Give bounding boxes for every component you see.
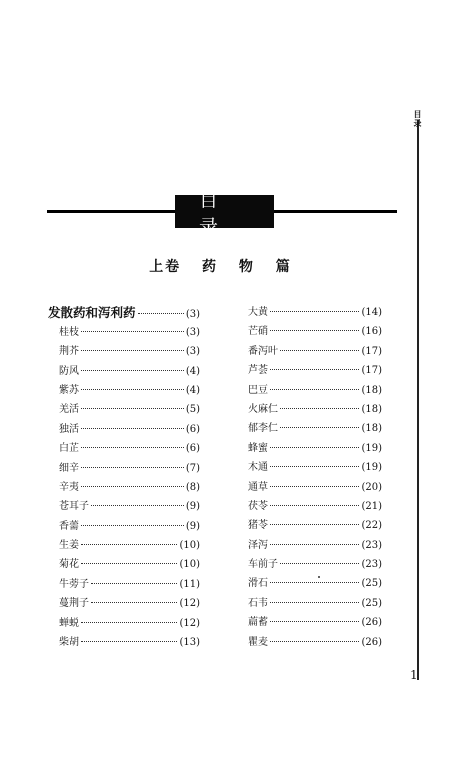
dot-leader <box>270 602 359 603</box>
dot-leader <box>270 544 359 545</box>
toc-entry[interactable] <box>248 419 382 438</box>
toc-entry[interactable] <box>248 574 382 593</box>
dot-leader <box>81 370 184 371</box>
dot-leader <box>81 350 184 351</box>
dot-leader <box>81 525 184 526</box>
dot-leader <box>81 389 184 390</box>
toc-entry-page: (22) <box>361 520 382 532</box>
toc-entry-label: 火麻仁 <box>248 403 278 415</box>
dot-leader <box>280 563 359 564</box>
toc-entry-label: 蔓荆子 <box>59 598 89 610</box>
toc-entry-page: (18) <box>361 423 382 435</box>
toc-entry[interactable] <box>248 400 382 419</box>
toc-entry-label: 茯苓 <box>248 500 268 512</box>
dot-leader <box>81 544 177 545</box>
toc-entry-label: 木通 <box>248 462 268 474</box>
toc-entry-page: (14) <box>361 307 382 318</box>
toc-entry[interactable] <box>48 478 200 497</box>
toc-entry-label: 柴胡 <box>59 637 79 649</box>
toc-entry-label: 郁李仁 <box>248 423 278 435</box>
running-head: 目录 <box>413 110 423 128</box>
toc-entry-page: (25) <box>361 578 382 590</box>
dot-leader <box>81 486 184 487</box>
toc-entry-page: (9) <box>185 520 200 532</box>
toc-entry[interactable] <box>48 342 200 361</box>
dot-leader <box>270 330 359 331</box>
toc-entry-page: (26) <box>361 636 382 648</box>
toc-entry[interactable] <box>48 575 200 594</box>
toc-entry[interactable] <box>248 594 382 613</box>
toc-entry-page: (9) <box>185 501 200 513</box>
toc-entry[interactable] <box>48 497 200 516</box>
toc-left-column <box>48 303 200 652</box>
toc-entry-label: 紫苏 <box>59 384 79 396</box>
toc-entry-page: (12) <box>179 617 200 629</box>
toc-entry-page: (8) <box>185 481 200 493</box>
toc-entry-label: 大黄 <box>248 307 268 318</box>
toc-entry-page: (17) <box>361 365 382 377</box>
side-vertical-rule <box>417 120 419 680</box>
toc-entry[interactable] <box>248 439 382 458</box>
dot-leader <box>270 582 359 583</box>
dot-leader <box>270 505 359 506</box>
toc-right-column <box>248 303 382 652</box>
dot-leader <box>81 563 177 564</box>
toc-entry-page: (5) <box>185 404 200 416</box>
toc-entry[interactable] <box>248 633 382 652</box>
toc-entry[interactable] <box>48 420 200 439</box>
dot-leader <box>91 505 184 506</box>
toc-entry-label: 香薷 <box>59 520 79 532</box>
title-rule-right <box>274 210 397 213</box>
toc-entry-label: 防风 <box>59 365 79 377</box>
dot-leader <box>280 427 359 428</box>
toc-entry-page: (4) <box>185 384 200 396</box>
toc-entry-label: 牛蒡子 <box>59 578 89 590</box>
toc-entry-page: (10) <box>179 559 200 571</box>
toc-entry-label: 车前子 <box>248 559 278 571</box>
toc-entry-page: (21) <box>361 500 382 512</box>
toc-entry[interactable] <box>248 516 382 535</box>
toc-entry-label: 羌活 <box>59 404 79 416</box>
dot-leader <box>270 621 359 622</box>
toc-entry[interactable] <box>48 517 200 536</box>
section-title: 上卷 药 物 篇 <box>149 259 292 275</box>
dot-leader <box>280 408 359 409</box>
toc-entry-label: 蝉蜕 <box>59 617 79 629</box>
title-rule-left <box>47 210 175 213</box>
toc-entry[interactable] <box>248 303 382 322</box>
toc-entry-label: 辛夷 <box>59 481 79 493</box>
toc-entry[interactable] <box>48 400 200 419</box>
toc-entry-page: (6) <box>185 423 200 435</box>
toc-entry-label: 瞿麦 <box>248 636 268 648</box>
toc-entry[interactable] <box>248 536 382 555</box>
toc-entry-label: 菊花 <box>59 559 79 571</box>
toc-entry-page: (18) <box>361 384 382 396</box>
toc-entry-label: 芦荟 <box>248 365 268 377</box>
toc-entry-page: (3) <box>185 346 200 358</box>
dot-leader <box>270 641 359 642</box>
toc-entry-page: (10) <box>179 540 200 552</box>
toc-entry-page: (7) <box>185 462 200 474</box>
dot-leader <box>270 389 359 390</box>
dot-leader <box>270 369 359 370</box>
toc-entry[interactable] <box>248 342 382 361</box>
toc-entry[interactable] <box>48 594 200 613</box>
toc-entry[interactable] <box>48 614 200 633</box>
dot-leader <box>81 641 177 642</box>
toc-entry[interactable] <box>248 458 382 477</box>
toc-entry[interactable] <box>248 613 382 632</box>
toc-entry-page: (23) <box>361 539 382 551</box>
toc-entry-page: (11) <box>179 578 200 590</box>
toc-entry-label: 石韦 <box>248 597 268 609</box>
page-number: 1 <box>410 668 418 682</box>
toc-entry-label: 独活 <box>59 423 79 435</box>
dot-leader <box>81 467 184 468</box>
print-speck <box>318 576 320 578</box>
toc-entry-page: (19) <box>361 442 382 454</box>
toc-entry[interactable] <box>48 439 200 458</box>
toc-entry-page: (19) <box>361 462 382 474</box>
toc-entry[interactable] <box>48 323 200 342</box>
toc-entry[interactable] <box>48 303 200 323</box>
toc-entry[interactable] <box>48 459 200 478</box>
toc-entry-page: (12) <box>179 598 200 610</box>
toc-entry-label: 萹蓄 <box>248 617 268 629</box>
toc-entry-page: (16) <box>361 326 382 338</box>
toc-entry[interactable] <box>48 633 200 652</box>
dot-leader <box>270 311 359 312</box>
toc-entry-page: (6) <box>185 443 200 455</box>
toc-entry-label: 蜂蜜 <box>248 442 268 454</box>
toc-entry-label: 滑石 <box>248 578 268 590</box>
toc-entry-label: 巴豆 <box>248 384 268 396</box>
toc-entry-page: (4) <box>185 365 200 377</box>
toc-entry[interactable] <box>48 381 200 400</box>
dot-leader <box>270 524 359 525</box>
dot-leader <box>270 466 359 467</box>
dot-leader <box>81 331 184 332</box>
toc-entry[interactable] <box>48 362 200 381</box>
toc-entry-page: (13) <box>179 637 200 649</box>
dot-leader <box>81 447 184 448</box>
dot-leader <box>81 622 177 623</box>
dot-leader <box>81 428 184 429</box>
toc-entry-label: 荆芥 <box>59 346 79 358</box>
toc-entry[interactable] <box>248 381 382 400</box>
toc-entry-label: 苍耳子 <box>59 501 89 513</box>
toc-entry-page: (17) <box>361 345 382 357</box>
toc-entry-label: 泽泻 <box>248 539 268 551</box>
dot-leader <box>91 583 177 584</box>
dot-leader <box>270 447 359 448</box>
dot-leader <box>270 486 359 487</box>
toc-entry-label: 生姜 <box>59 540 79 552</box>
toc-entry-label: 白芷 <box>59 443 79 455</box>
toc-entry-label: 桂枝 <box>59 326 79 338</box>
dot-leader <box>280 350 359 351</box>
toc-entry-page: (3) <box>185 326 200 338</box>
toc-entry-label: 发散药和泻利药 <box>48 305 136 320</box>
toc-entry[interactable] <box>248 478 382 497</box>
toc-entry-label: 通草 <box>248 481 268 493</box>
toc-entry[interactable] <box>48 555 200 574</box>
dot-leader <box>81 408 184 409</box>
toc-entry-page: (23) <box>361 559 382 571</box>
dot-leader <box>91 602 177 603</box>
toc-entry-page: (25) <box>361 597 382 609</box>
dot-leader <box>138 313 184 314</box>
toc-entry-page: (3) <box>185 309 200 320</box>
toc-entry-label: 芒硝 <box>248 326 268 338</box>
toc-entry-label: 猪苓 <box>248 520 268 532</box>
toc-entry-label: 番泻叶 <box>248 345 278 357</box>
toc-entry[interactable] <box>248 361 382 380</box>
page-title: 目 录 <box>175 195 274 228</box>
toc-entry-page: (18) <box>361 403 382 415</box>
toc-entry-page: (20) <box>361 481 382 493</box>
toc-entry-page: (26) <box>361 617 382 629</box>
toc-entry[interactable] <box>248 555 382 574</box>
toc-entry[interactable] <box>248 497 382 516</box>
toc-entry-label: 细辛 <box>59 462 79 474</box>
toc-entry[interactable] <box>48 536 200 555</box>
toc-entry[interactable] <box>248 322 382 341</box>
